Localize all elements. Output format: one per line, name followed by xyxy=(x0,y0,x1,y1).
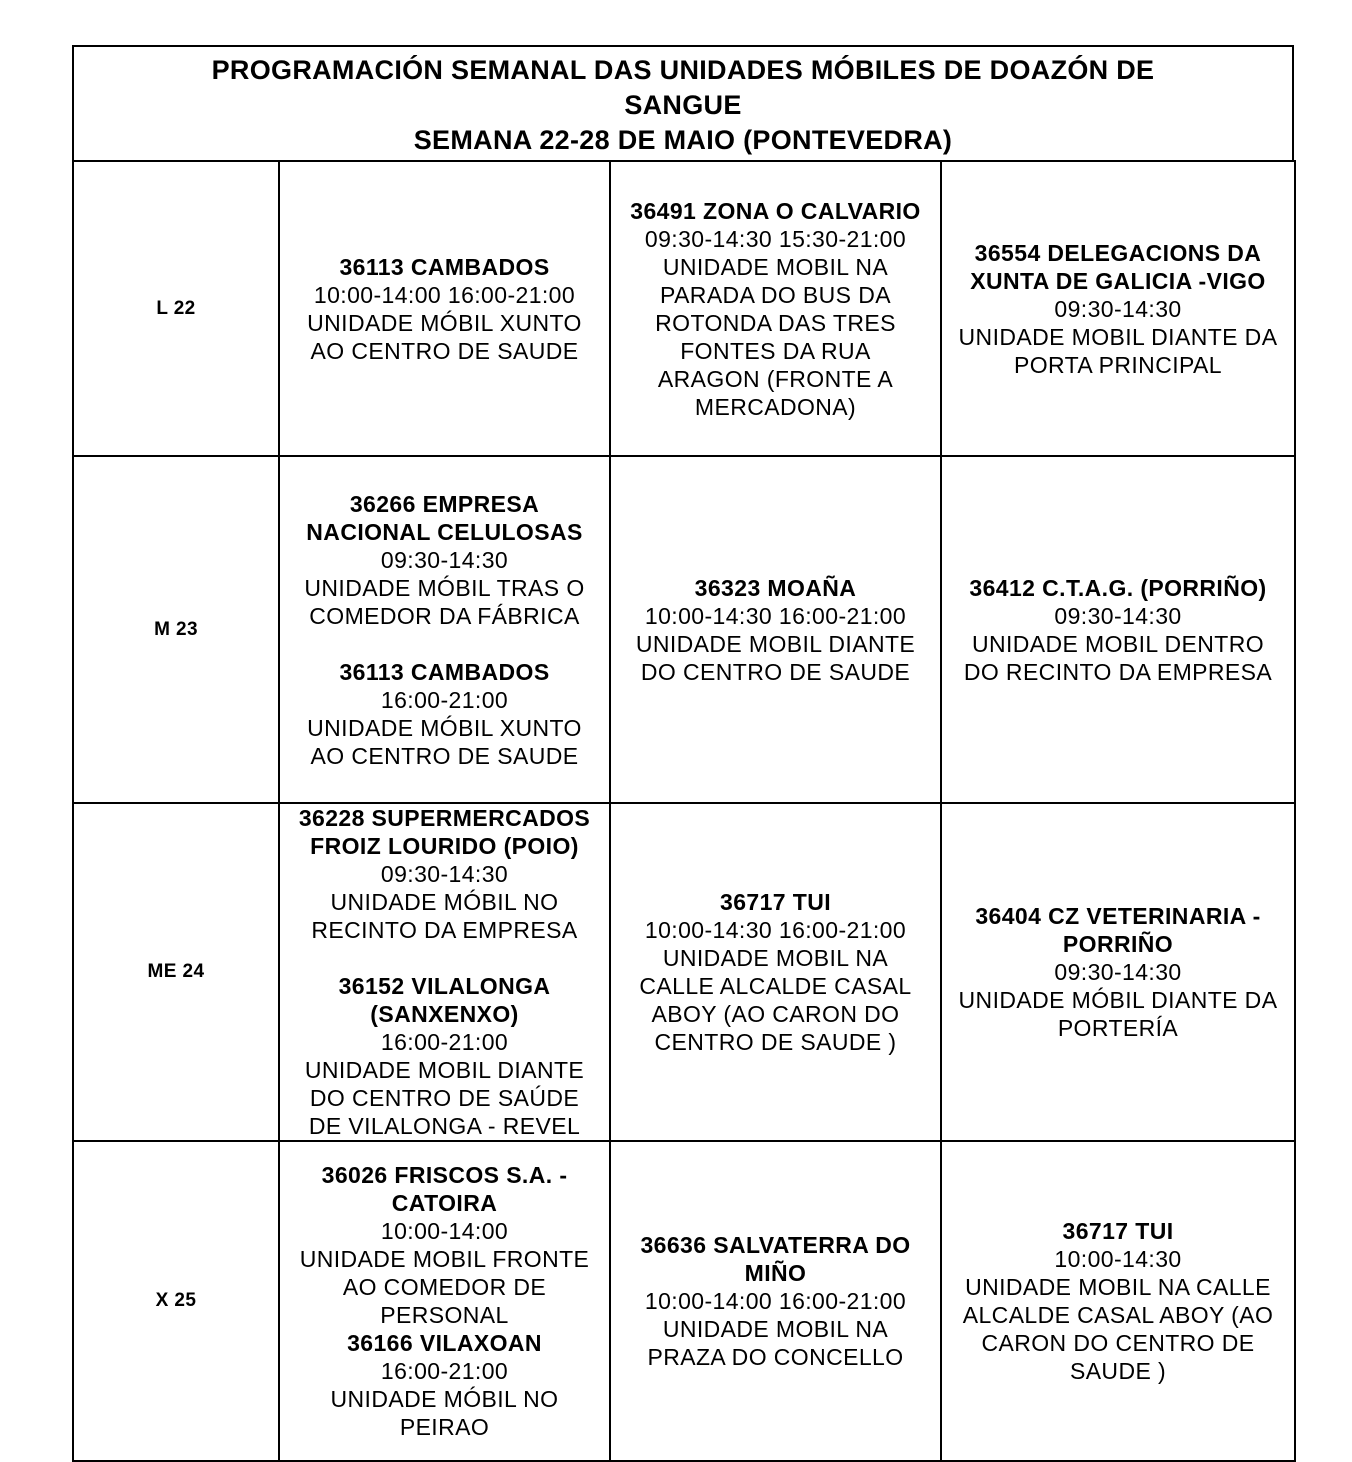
document-header xyxy=(72,45,1294,160)
day-label: ME 24 xyxy=(147,961,205,982)
entry-location-line: RECINTO DA EMPRESA xyxy=(311,917,578,943)
entry-hours: 10:00-14:00 16:00-21:00 xyxy=(644,1288,907,1314)
entry-title: 36113 CAMBADOS xyxy=(339,253,550,280)
entry-title: (SANXENXO) xyxy=(370,1001,519,1027)
entry-hours: 10:00-14:00 16:00-21:00 xyxy=(313,281,576,308)
entry-title: 36228 SUPERMERCADOS xyxy=(298,805,591,831)
entry-location-line: DO RECINTO DA EMPRESA xyxy=(963,658,1273,685)
entry-location-line: UNIDADE MOBIL NA xyxy=(662,253,889,280)
table-row xyxy=(73,1141,1295,1461)
entry-hours: 10:00-14:00 xyxy=(380,1218,509,1244)
entry-title: 36636 SALVATERRA DO xyxy=(640,1232,911,1258)
header-title-line-2: SANGUE xyxy=(624,90,742,120)
entry-location-line: ROTONDA DAS TRES xyxy=(655,309,896,336)
entry-title: 36152 VILALONGA xyxy=(338,973,551,999)
entry-location-line: AO CENTRO DE SAUDE xyxy=(310,742,579,769)
entry-location-line: ABOY (AO CARON DO xyxy=(651,1001,900,1027)
day-label: L 22 xyxy=(156,297,196,319)
entry-hours: 09:30-14:30 xyxy=(1054,959,1182,985)
entry-spacer xyxy=(286,944,603,972)
entry-title: 36323 MOAÑA xyxy=(694,574,857,601)
entry-location-line: CALLE ALCALDE CASAL xyxy=(639,973,912,999)
entry-location-line: DO CENTRO DE SAÚDE xyxy=(309,1085,580,1111)
entry-title: 36026 FRISCOS S.A. - xyxy=(321,1162,568,1188)
schedule-cell xyxy=(941,803,1295,1141)
schedule-cell xyxy=(610,1141,941,1461)
entry-title: 36404 CZ VETERINARIA - xyxy=(975,903,1261,929)
table-row xyxy=(73,161,1295,456)
entry-hours: 10:00-14:30 16:00-21:00 xyxy=(644,602,907,629)
schedule-cell xyxy=(941,161,1295,456)
table-row xyxy=(73,803,1295,1141)
schedule-cell xyxy=(610,161,941,456)
entry-hours: 16:00-21:00 xyxy=(380,686,509,713)
entry-location-line: CENTRO DE SAUDE ) xyxy=(654,1029,897,1055)
entry-title: 36166 VILAXOAN xyxy=(347,1330,542,1356)
entry-location-line: PEIRAO xyxy=(399,1414,490,1440)
day-label: M 23 xyxy=(154,618,198,640)
entry-hours: 10:00-14:30 xyxy=(1054,1246,1182,1272)
entry-location-line: UNIDADE MOBIL DENTRO xyxy=(971,630,1265,657)
schedule-document xyxy=(72,45,1294,1462)
day-cell xyxy=(73,161,279,456)
table-row xyxy=(73,456,1295,803)
day-label: X 25 xyxy=(155,1290,197,1311)
schedule-cell xyxy=(279,456,610,803)
entry-location-line: UNIDADE MOBIL NA xyxy=(662,1316,889,1342)
day-cell xyxy=(73,1141,279,1461)
schedule-cell xyxy=(941,456,1295,803)
entry-location-line: UNIDADE MÓBIL XUNTO xyxy=(307,714,582,741)
entry-location-line: AO COMEDOR DE xyxy=(342,1274,547,1300)
entry-hours: 09:30-14:30 xyxy=(1054,295,1182,322)
entry-location-line: PORTERÍA xyxy=(1057,1015,1179,1041)
entry-location-line: PERSONAL xyxy=(380,1302,509,1328)
entry-title: CATOIRA xyxy=(391,1190,498,1216)
entry-title: 36266 EMPRESA xyxy=(349,490,540,517)
entry-location-line: UNIDADE MOBIL NA xyxy=(662,945,889,971)
entry-location-line: DO CENTRO DE SAUDE xyxy=(640,658,911,685)
entry-location-line: CARON DO CENTRO DE xyxy=(981,1330,1255,1356)
entry-location-line: UNIDADE MOBIL DIANTE xyxy=(304,1057,585,1083)
entry-hours: 16:00-21:00 xyxy=(380,1358,509,1384)
entry-location-line: UNIDADE MÓBIL DIANTE DA xyxy=(958,987,1278,1013)
schedule-cell xyxy=(610,456,941,803)
entry-location-line: MERCADONA) xyxy=(694,393,857,420)
entry-location-line: PRAZA DO CONCELLO xyxy=(647,1344,904,1370)
entry-title: 36113 CAMBADOS xyxy=(339,658,550,685)
entry-location-line: UNIDADE MOBIL DIANTE xyxy=(635,630,916,657)
header-title-line-1: PROGRAMACIÓN SEMANAL DAS UNIDADES MÓBILES DE DOAZÓN DE xyxy=(211,55,1155,85)
entry-location-line: UNIDADE MÓBIL XUNTO xyxy=(307,309,582,336)
entry-title: XUNTA DE GALICIA -VIGO xyxy=(970,267,1266,294)
entry-title: 36717 TUI xyxy=(1062,1218,1174,1244)
entry-location-line: UNIDADE MOBIL FRONTE xyxy=(299,1246,590,1272)
entry-location-line: UNIDADE MOBIL NA CALLE xyxy=(965,1274,1271,1300)
entry-location-line: ALCALDE CASAL ABOY (AO xyxy=(962,1302,1274,1328)
entry-location-line: UNIDADE MÓBIL NO xyxy=(330,889,559,915)
entry-title: 36491 ZONA O CALVARIO xyxy=(630,197,921,224)
schedule-cell xyxy=(279,803,610,1141)
schedule-cell xyxy=(941,1141,1295,1461)
entry-location-line: UNIDADE MÓBIL NO xyxy=(330,1386,559,1412)
entry-location-line: SAUDE ) xyxy=(1069,1358,1167,1384)
day-cell xyxy=(73,803,279,1141)
entry-location-line: DE VILALONGA - REVEL xyxy=(308,1113,581,1139)
entry-location-line: UNIDADE MOBIL DIANTE DA xyxy=(958,323,1278,350)
entry-title: 36412 C.T.A.G. (PORRIÑO) xyxy=(969,574,1267,601)
schedule-cell xyxy=(610,803,941,1141)
entry-location-line: ARAGON (FRONTE A xyxy=(657,365,894,392)
entry-title: PORRIÑO xyxy=(1062,931,1174,957)
entry-spacer xyxy=(286,630,603,658)
schedule-table xyxy=(72,160,1296,1462)
entry-location-line: PORTA PRINCIPAL xyxy=(1014,351,1222,378)
entry-hours: 09:30-14:30 xyxy=(380,546,509,573)
entry-hours: 09:30-14:30 xyxy=(380,861,509,887)
entry-title: 36554 DELEGACIONS DA xyxy=(974,239,1262,266)
schedule-cell xyxy=(279,1141,610,1461)
entry-title: 36717 TUI xyxy=(720,889,831,915)
entry-title: MIÑO xyxy=(744,1260,807,1286)
entry-title: FROIZ LOURIDO (POIO) xyxy=(310,833,579,859)
schedule-cell xyxy=(279,161,610,456)
entry-location-line: PARADA DO BUS DA xyxy=(660,281,891,308)
entry-location-line: UNIDADE MÓBIL TRAS O xyxy=(304,574,585,601)
entry-location-line: FONTES DA RUA xyxy=(680,337,871,364)
entry-location-line: AO CENTRO DE SAUDE xyxy=(310,337,579,364)
entry-hours: 09:30-14:30 15:30-21:00 xyxy=(644,225,907,252)
entry-hours: 09:30-14:30 xyxy=(1054,602,1182,629)
entry-hours: 16:00-21:00 xyxy=(380,1029,509,1055)
entry-location-line: COMEDOR DA FÁBRICA xyxy=(309,602,580,629)
header-title-line-3: SEMANA 22-28 DE MAIO (PONTEVEDRA) xyxy=(413,125,953,155)
entry-title: NACIONAL CELULOSAS xyxy=(306,518,583,545)
day-cell xyxy=(73,456,279,803)
entry-hours: 10:00-14:30 16:00-21:00 xyxy=(644,917,907,943)
